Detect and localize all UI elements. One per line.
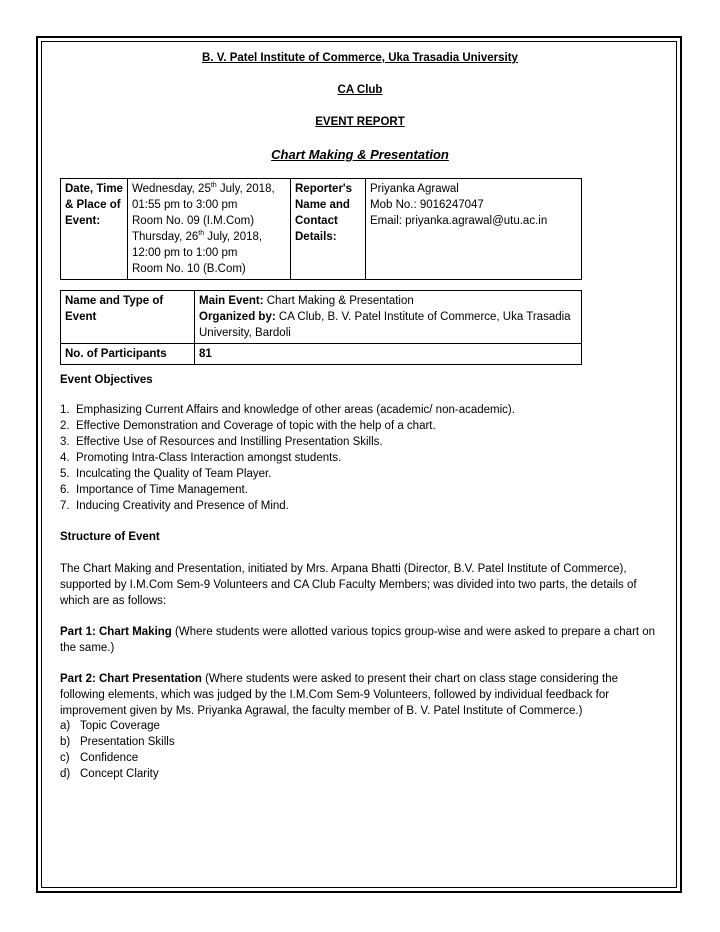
institute-name: B. V. Patel Institute of Commerce, Uka Trasadia University xyxy=(202,52,518,64)
list-item: c) Confidence xyxy=(60,752,139,764)
part1-paragraph: Part 1: Chart Making (Where students were allotted various topics group-wise and were asked to prepare a chart on the same.) xyxy=(60,626,656,654)
list-item: 7. Inducing Creativity and Presence of Mind. xyxy=(60,500,289,512)
name-type-value-cell: Main Event: Chart Making & Presentation Organized by: CA Club, B. V. Patel Institute of Commerce, Uka Trasadia University, Bardoli xyxy=(195,291,582,344)
club-name: CA Club xyxy=(337,84,383,96)
reporter-email: Email: priyanka.agrawal@utu.ac.in xyxy=(370,215,548,227)
structure-heading: Structure of Event xyxy=(60,531,160,543)
reporter-label-cell: Reporter's Name and Contact Details: xyxy=(291,179,366,280)
participants-value-cell: 81 xyxy=(195,344,582,365)
event-title: Chart Making & Presentation xyxy=(271,147,449,162)
objectives-heading: Event Objectives xyxy=(60,374,153,386)
list-item: a) Topic Coverage xyxy=(60,720,160,732)
report-label: EVENT REPORT xyxy=(315,116,405,128)
list-item: b) Presentation Skills xyxy=(60,736,175,748)
participants-label-cell: No. of Participants xyxy=(61,344,195,365)
event-info-table xyxy=(60,290,582,365)
date-label-cell: Date, Time & Place of Event: xyxy=(61,179,128,280)
list-item: d) Concept Clarity xyxy=(60,768,159,780)
event-details-table xyxy=(60,178,582,280)
list-item: 4. Promoting Intra-Class Interaction amongst students. xyxy=(60,452,342,464)
list-item: 1. Emphasizing Current Affairs and knowledge of other areas (academic/ non-academic). xyxy=(60,404,515,416)
criteria-list xyxy=(60,718,660,782)
list-item: 2. Effective Demonstration and Coverage of topic with the help of a chart. xyxy=(60,420,436,432)
date-value-cell: Wednesday, 25th July, 2018, 01:55 pm to 3:00 pm Room No. 09 (I.M.Com) Thursday, 26th July, 2018, 12:00 pm to 1:00 pm Room No. 10 (B.Com) xyxy=(128,179,291,280)
reporter-value-cell xyxy=(366,179,582,280)
part2-paragraph: Part 2: Chart Presentation (Where students were asked to present their chart on class stage considering the following elements, which was judged by the I.M.Com Sem-9 Volunteers, followed by individual feedback for improvement given by Ms. Priyanka Agrawal, the faculty member of B. V. Patel Institute of Commerce.) xyxy=(60,673,619,717)
reporter-name: Priyanka Agrawal xyxy=(370,183,459,195)
structure-intro: The Chart Making and Presentation, initiated by Mrs. Arpana Bhatti (Director, B.V. Patel Institute of Commerce), supported by I.M.Com Sem-9 Volunteers and CA Club Faculty Members; was divided into two parts, the details of which are as follows: xyxy=(60,563,637,607)
list-item: 3. Effective Use of Resources and Instilling Presentation Skills. xyxy=(60,436,383,448)
objectives-list xyxy=(60,402,660,514)
list-item: 6. Importance of Time Management. xyxy=(60,484,248,496)
name-type-label-cell: Name and Type of Event xyxy=(61,291,195,344)
list-item: 5. Inculcating the Quality of Team Player. xyxy=(60,468,272,480)
reporter-mobile: Mob No.: 9016247047 xyxy=(370,199,484,211)
